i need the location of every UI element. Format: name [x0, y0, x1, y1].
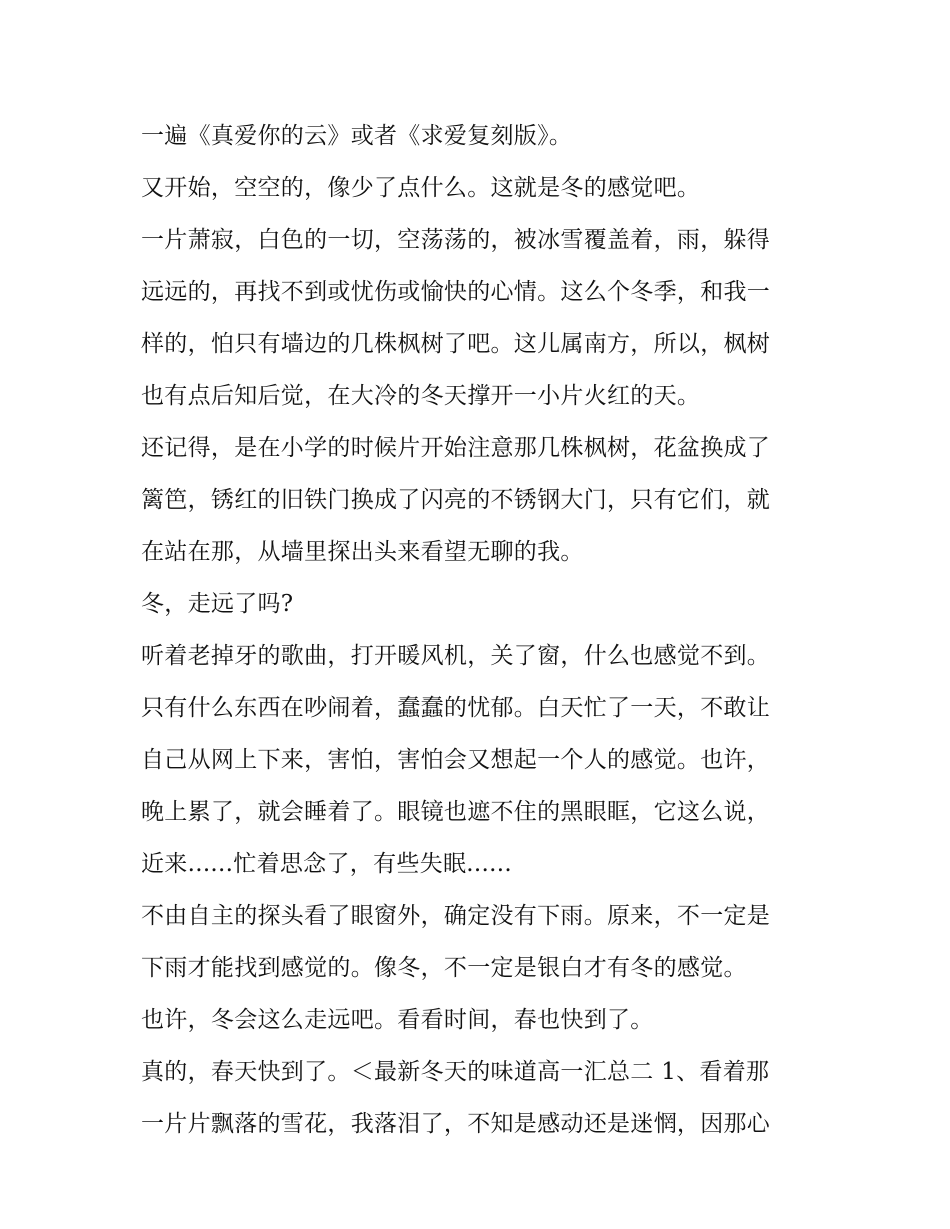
text-line: 听着老掉牙的歌曲，打开暖风机，关了窗，什么也感觉不到。: [141, 643, 771, 669]
text-line: 自己从网上下来，害怕，害怕会又想起一个人的感觉。也许，: [141, 747, 771, 773]
text-line: 晚上累了，就会睡着了。眼镜也遮不住的黑眼眶，它这么说，: [141, 799, 771, 825]
text-line: 下雨才能找到感觉的。像冬，不一定是银白才有冬的感觉。: [141, 955, 747, 981]
text-line: 冬，走远了吗?: [141, 591, 294, 617]
text-line: 近来......忙着思念了，有些失眠......: [141, 851, 512, 877]
text-line: 在站在那，从墙里探出头来看望无聊的我。: [141, 539, 584, 565]
text-line: 也有点后知后觉，在大冷的冬天撑开一小片火红的天。: [141, 383, 701, 409]
text-line: 还记得，是在小学的时候片开始注意那几株枫树，花盆换成了: [141, 435, 771, 461]
text-line: 篱笆，锈红的旧铁门换成了闪亮的不锈钢大门，只有它们，就: [141, 487, 771, 513]
text-line: 也许，冬会这么走远吧。看看时间，春也快到了。: [141, 1007, 654, 1033]
document-body: [141, 110, 821, 1150]
text-line: 不由自主的探头看了眼窗外，确定没有下雨。原来，不一定是: [141, 903, 771, 929]
text-line: 一片片飘落的雪花，我落泪了，不知是感动还是迷惘，因那心: [141, 1111, 771, 1137]
text-line: 又开始，空空的，像少了点什么。这就是冬的感觉吧。: [141, 175, 701, 201]
text-line: 一片萧寂，白色的一切，空荡荡的，被冰雪覆盖着，雨，躲得: [141, 227, 771, 253]
text-line: 一遍《真爱你的云》或者《求爱复刻版》。: [141, 123, 573, 149]
text-line: 真的，春天快到了。＜最新冬天的味道高一汇总二 1、看着那: [141, 1059, 770, 1085]
text-line: 只有什么东西在吵闹着，蠢蠢的忧郁。白天忙了一天，不敢让: [141, 695, 771, 721]
text-line: 样的，怕只有墙边的几株枫树了吧。这儿属南方，所以，枫树: [141, 331, 771, 357]
text-line: 远远的，再找不到或忧伤或愉快的心情。这么个冬季，和我一: [141, 279, 771, 305]
